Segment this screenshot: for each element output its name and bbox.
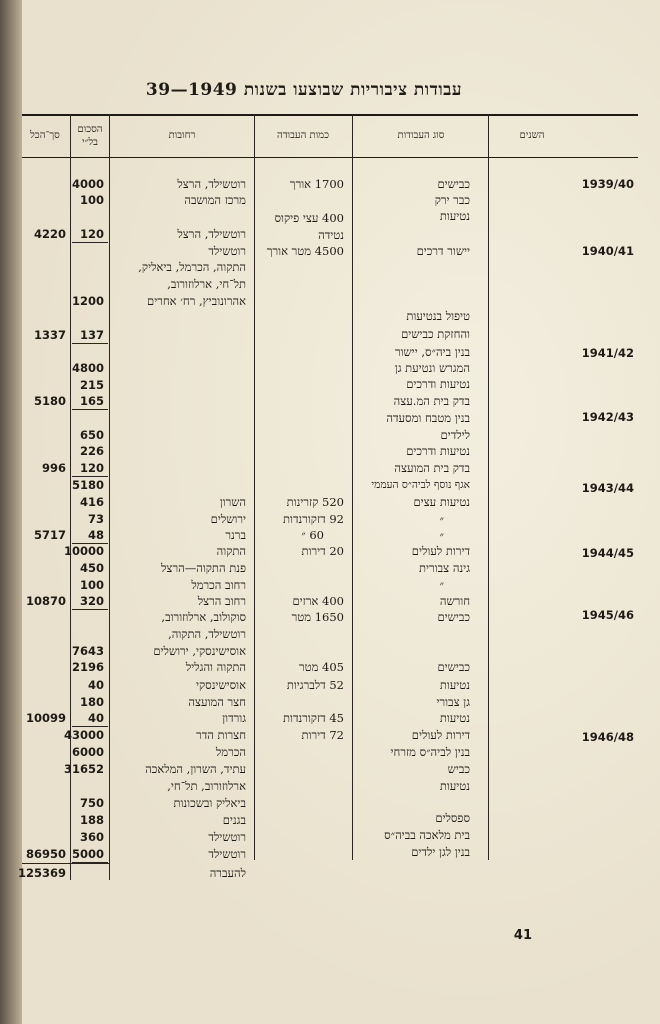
work-quantity: 45 דזקורנדות (282, 711, 344, 725)
work-quantity: 400 ארזים (292, 594, 344, 608)
work-quantity: 72 דירות (301, 728, 344, 742)
work-type: נטיעות ודרכים (406, 377, 470, 391)
work-type: בנין לגן ילדים (411, 845, 470, 859)
page-title (146, 80, 462, 100)
work-quantity: נטידה (318, 228, 344, 242)
sum-cell: 650 (79, 428, 104, 442)
year-cell: 1943/44 (581, 481, 634, 495)
work-quantity: 20 דירות (301, 544, 344, 558)
sum-cell: 5180 (71, 478, 104, 492)
total-cell: 996 (41, 461, 66, 475)
street-cell: התקוה, הכרמל, ביאליק, (138, 260, 246, 274)
street-cell: רוטשילד, הרצל (177, 177, 246, 191)
work-quantity: 520 קזרינות (286, 495, 344, 509)
sum-cell: 120 (79, 227, 104, 241)
year-cell: 1946/48 (581, 730, 634, 744)
sum-cell: 120 (79, 461, 104, 475)
total-cell: 4220 (33, 227, 66, 241)
street-cell: אהרונוביץ, רח׳ אחרים (147, 294, 246, 308)
street-cell: עתיד, השרון, המלאכה (145, 762, 246, 776)
street-cell: גורדון (222, 711, 246, 725)
work-type: בנין ביה״ס, יישור (394, 345, 470, 359)
subtotal-rule (72, 409, 108, 410)
work-type: דירות לעולים (411, 544, 470, 558)
work-type: נטיעות (439, 779, 470, 793)
sum-cell: 48 (87, 528, 104, 542)
subtotal-rule (72, 343, 108, 344)
grand-total-cell: 125369 (17, 866, 66, 880)
work-type: ״ (439, 513, 444, 527)
work-type: נטיעות (439, 678, 470, 692)
street-cell: רוטשילד (208, 244, 246, 258)
subtotal-rule (72, 476, 108, 477)
col-divider-quantity (352, 114, 353, 860)
sum-cell: 226 (79, 444, 104, 458)
street-cell: חצרות הדר (196, 728, 246, 742)
street-cell: סוקולוב, ארלוזורוב, (161, 610, 246, 624)
sum-cell: 2196 (71, 660, 104, 674)
work-type: גן צבורי (436, 695, 470, 709)
header-sum-2: בל״י (82, 137, 98, 148)
total-cell: 5180 (33, 394, 66, 408)
subtotal-rule (72, 726, 108, 727)
col-divider-sum (109, 114, 110, 880)
total-cell: 1337 (33, 328, 66, 342)
street-cell: התקוה (216, 544, 246, 558)
header-streets: רחובות (168, 130, 196, 141)
work-type: גינה צבורית (418, 561, 470, 575)
sum-cell: 180 (79, 695, 104, 709)
year-cell: 1939/40 (581, 177, 634, 191)
sum-cell: 416 (79, 495, 104, 509)
col-divider-streets (254, 114, 255, 860)
sum-cell: 5000 (71, 847, 104, 861)
sum-cell: 73 (87, 512, 104, 526)
sum-cell: 360 (79, 830, 104, 844)
work-type: כבישים (437, 660, 470, 674)
work-type: כביש (447, 762, 470, 776)
work-type: לילדים (440, 428, 470, 442)
header-total: סך־הכל (30, 130, 60, 141)
street-cell: רוטשילד, התקוה, (168, 627, 246, 641)
street-cell: להעברה (209, 866, 246, 880)
work-quantity: 1700 אורך (289, 177, 344, 191)
work-type: כבר ירק (434, 193, 470, 207)
sum-cell: 750 (79, 796, 104, 810)
work-type: בנין לביה״ס מזרחי (390, 745, 470, 759)
work-type: והחזקת כבישים (401, 327, 470, 341)
work-quantity: 4500 מטר אורך (266, 244, 344, 258)
work-quantity: 400 עצי פיקוס (274, 211, 344, 225)
header-rule (22, 157, 638, 158)
street-cell: אוסישינסקי (195, 678, 246, 692)
col-divider-type (488, 114, 489, 860)
work-type: בנין מטבח ומסעדה (386, 411, 470, 425)
work-type: ספסלים (435, 811, 470, 825)
year-cell: 1942/43 (581, 410, 634, 424)
subtotal-rule (72, 543, 108, 544)
work-type: בדק בית המ.עצה (393, 394, 470, 408)
street-cell: רוטשילד (208, 830, 246, 844)
page-number: 41 (513, 928, 532, 943)
street-cell: רוטשילד, הרצל (177, 227, 246, 241)
work-quantity: 1650 מטר (291, 610, 344, 624)
total-cell: 86950 (25, 847, 66, 861)
year-cell: 1944/45 (581, 546, 634, 560)
work-quantity: 60 ״ (301, 528, 324, 542)
work-quantity: 405 מטר (298, 660, 344, 674)
sum-cell: 100 (79, 193, 104, 207)
work-type: כבישים (437, 610, 470, 624)
street-cell: ירושלים (210, 512, 246, 526)
year-cell: 1945/46 (581, 608, 634, 622)
work-type: דירות לעולים (411, 728, 470, 742)
header-sum-1: הסכום (77, 124, 103, 135)
street-cell: התקוה והגליל (185, 660, 246, 674)
work-type: נטיעות ודרכים (406, 444, 470, 458)
sum-cell: 4000 (71, 177, 104, 191)
work-type: נטיעות עצים (413, 495, 470, 509)
title-text: עבודות ציבוריות שבוצעו בשנות (243, 80, 462, 100)
street-cell: פנת התקוה—הרצל (161, 561, 246, 575)
street-cell: ביאליק ובשכונות (173, 796, 246, 810)
sum-cell: 6000 (71, 745, 104, 759)
table-top-rule (22, 114, 638, 116)
street-cell: תל־חי, ארלוזורוב, (167, 277, 246, 291)
sum-cell: 1200 (71, 294, 104, 308)
work-quantity: 92 דזקורנדות (282, 512, 344, 526)
work-type: ״ (439, 578, 444, 592)
sum-cell: 40 (87, 678, 104, 692)
work-type: ״ (439, 529, 444, 543)
title-years: 1949—39 (145, 80, 238, 100)
header-years: השנים (519, 130, 545, 141)
work-type: נטיעות (439, 209, 470, 223)
total-cell: 10099 (25, 711, 66, 725)
sum-cell: 7643 (71, 644, 104, 658)
subtotal-rule (72, 242, 108, 243)
sum-cell: 4800 (71, 361, 104, 375)
sum-cell: 10000 (63, 544, 104, 558)
work-type: בית מלאכה בביה״ס (384, 828, 470, 842)
street-cell: חצר המועצה (188, 695, 246, 709)
work-type: יישור דרכים (416, 244, 470, 258)
work-type: המגרש ונטיעת גן (394, 361, 470, 375)
work-type: אגף נוסף לביה״ס העממי (371, 479, 470, 491)
street-cell: אוסישינסקי, ירושלים (153, 644, 246, 658)
total-cell: 10870 (25, 594, 66, 608)
work-type: בדק בית המועצה (394, 461, 470, 475)
work-type: כבישים (437, 177, 470, 191)
sum-cell: 165 (79, 394, 104, 408)
sum-cell: 100 (79, 578, 104, 592)
sum-cell: 43000 (63, 728, 104, 742)
grand-total-rule (22, 863, 110, 864)
sum-cell: 31652 (63, 762, 104, 776)
street-cell: השרון (219, 495, 246, 509)
work-type: נטיעות (439, 711, 470, 725)
sum-cell: 450 (79, 561, 104, 575)
sum-cell: 215 (79, 378, 104, 392)
header-type: סוג העבודות (397, 130, 445, 141)
year-cell: 1940/41 (581, 244, 634, 258)
street-cell: רחוב הכרמל (191, 578, 246, 592)
work-quantity: 52 דלברגיות (286, 678, 344, 692)
year-cell: 1941/42 (581, 346, 634, 360)
header-quantity: כמות העבודה (276, 130, 329, 141)
document-page (17, 0, 660, 1024)
street-cell: ברנר (225, 528, 246, 542)
sum-cell: 320 (79, 594, 104, 608)
subtotal-rule (72, 609, 108, 610)
work-type: חורשה (439, 594, 470, 608)
street-cell: רוטשילד (208, 847, 246, 861)
street-cell: בגנים (222, 813, 246, 827)
total-cell: 5717 (33, 528, 66, 542)
work-type: טיפול בנטיעות (406, 309, 470, 323)
street-cell: רחוב הרצל (197, 594, 246, 608)
sum-cell: 137 (79, 328, 104, 342)
street-cell: ארלוזורוב, תל־חי, (167, 779, 246, 793)
sum-cell: 40 (87, 711, 104, 725)
street-cell: הכרמל (215, 745, 246, 759)
street-cell: מרכז המושבה (184, 193, 246, 207)
sum-cell: 188 (79, 813, 104, 827)
